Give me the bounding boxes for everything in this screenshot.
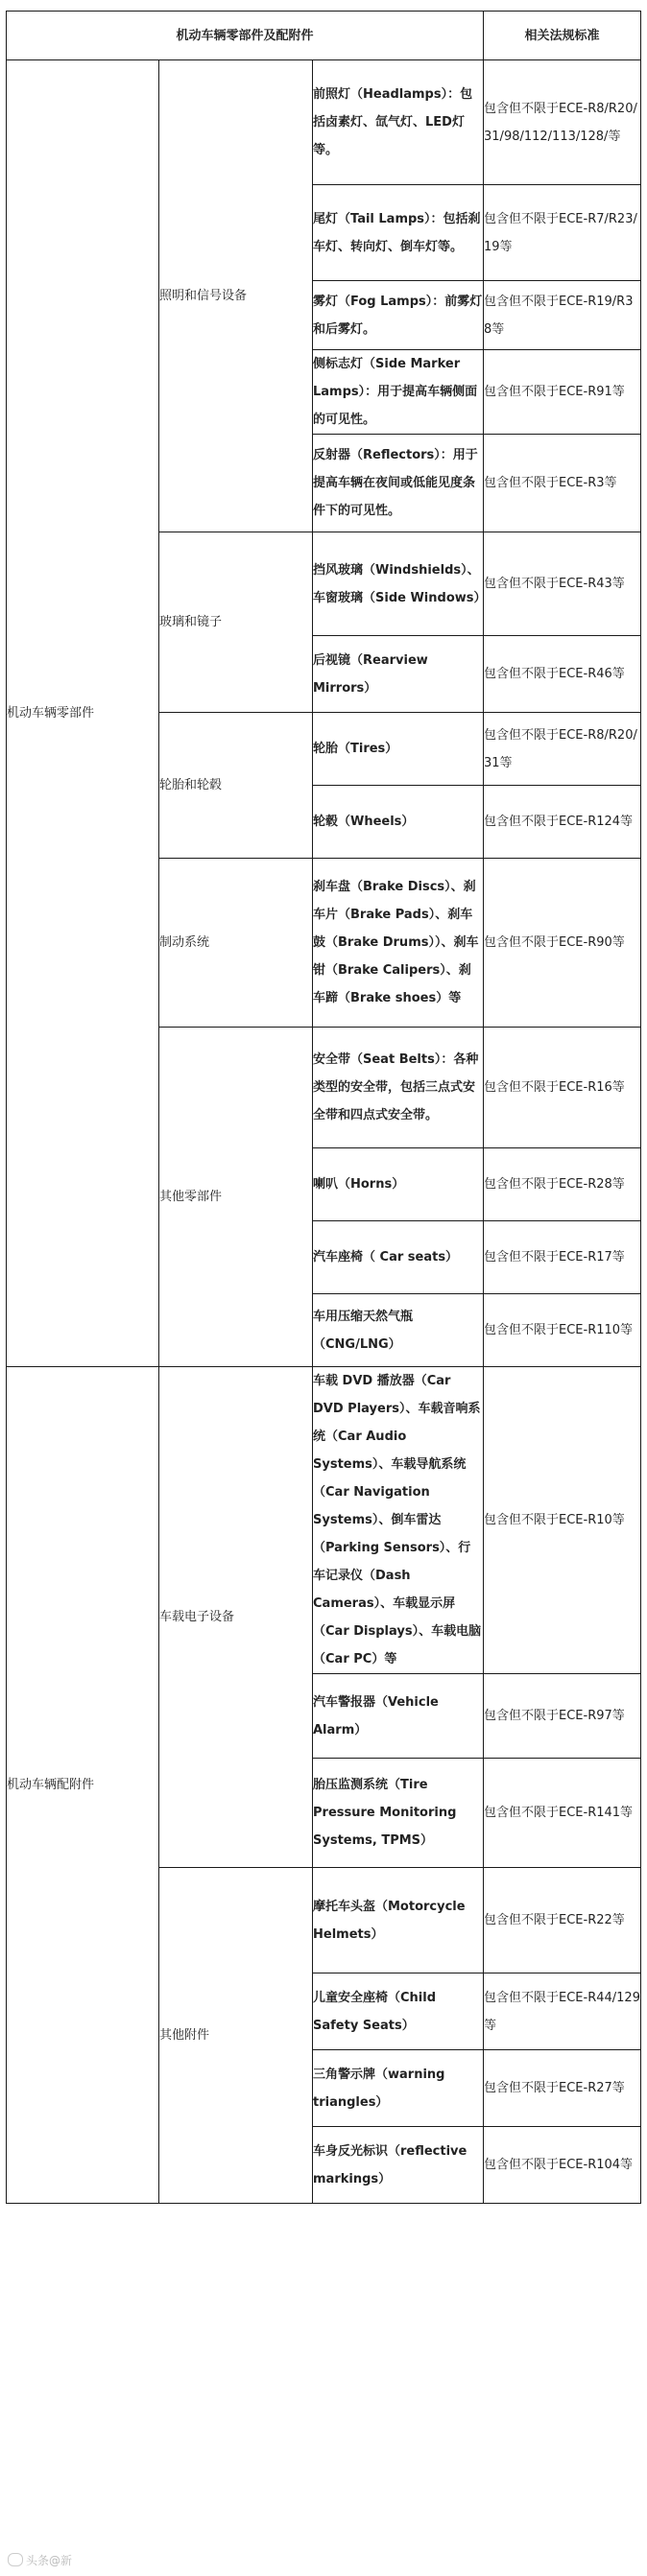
standard-cell: 包含但不限于ECE-R44/129等 [484,1973,641,2050]
subcategory-cell: 车载电子设备 [159,1367,313,1868]
subcategory-cell: 照明和信号设备 [159,60,313,532]
standard-cell: 包含但不限于ECE-R22等 [484,1868,641,1973]
standard-cell: 包含但不限于ECE-R46等 [484,636,641,713]
part-cell: 胎压监测系统（Tire Pressure Monitoring Systems, TPMS） [313,1759,484,1868]
part-cell: 尾灯（Tail Lamps）：包括刹车灯、转向灯、倒车灯等。 [313,185,484,281]
table-row [7,1367,641,1674]
subcategory-cell: 制动系统 [159,859,313,1028]
part-cell: 汽车座椅（ Car seats） [313,1221,484,1294]
standard-cell: 包含但不限于ECE-R7/R23/19等 [484,185,641,281]
watermark [8,2552,72,2568]
part-cell: 反射器（Reflectors）：用于提高车辆在夜间或低能见度条件下的可见性。 [313,435,484,532]
header-standards: 相关法规标准 [484,12,641,60]
part-cell: 摩托车头盔（Motorcycle Helmets） [313,1868,484,1973]
watermark-text: 头条@新 [26,2554,73,2567]
standard-cell: 包含但不限于ECE-R8/R20/31等 [484,713,641,786]
standard-cell: 包含但不限于ECE-R110等 [484,1294,641,1367]
regulation-table [6,11,641,2204]
standard-cell: 包含但不限于ECE-R17等 [484,1221,641,1294]
header-parts: 机动车辆零部件及配附件 [7,12,484,60]
standard-cell: 包含但不限于ECE-R43等 [484,532,641,636]
subcategory-cell: 其他附件 [159,1868,313,2204]
standard-cell: 包含但不限于ECE-R124等 [484,786,641,859]
part-cell: 安全带（Seat Belts）：各种类型的安全带，包括三点式安全带和四点式安全带。 [313,1028,484,1148]
watermark-logo-icon [8,2553,23,2566]
standard-cell: 包含但不限于ECE-R10等 [484,1367,641,1674]
subcategory-cell: 轮胎和轮毂 [159,713,313,859]
standard-cell: 包含但不限于ECE-R91等 [484,350,641,435]
standard-cell: 包含但不限于ECE-R141等 [484,1759,641,1868]
standard-cell: 包含但不限于ECE-R104等 [484,2127,641,2204]
category-cell: 机动车辆配附件 [7,1367,159,2204]
part-cell: 轮毂（Wheels） [313,786,484,859]
standard-cell: 包含但不限于ECE-R27等 [484,2050,641,2127]
standard-cell: 包含但不限于ECE-R8/R20/31/98/112/113/128/等 [484,60,641,185]
part-cell: 车身反光标识（reflective markings） [313,2127,484,2204]
part-cell: 侧标志灯（Side Marker Lamps）：用于提高车辆侧面的可见性。 [313,350,484,435]
part-cell: 儿童安全座椅（Child Safety Seats） [313,1973,484,2050]
part-cell: 前照灯（Headlamps）：包括卤素灯、氙气灯、LED灯等。 [313,60,484,185]
category-cell: 机动车辆零部件 [7,60,159,1367]
part-cell: 刹车盘（Brake Discs）、刹车片（Brake Pads）、刹车鼓（Brake Drums））、刹车钳（Brake Calipers）、刹车蹄（Brake shoes）等 [313,859,484,1028]
subcategory-cell: 玻璃和镜子 [159,532,313,713]
standard-cell: 包含但不限于ECE-R16等 [484,1028,641,1148]
table-row [7,60,641,185]
part-cell: 雾灯（Fog Lamps）：前雾灯和后雾灯。 [313,281,484,350]
part-cell: 轮胎（Tires） [313,713,484,786]
part-cell: 三角警示牌（warning triangles） [313,2050,484,2127]
part-cell: 喇叭（Horns） [313,1148,484,1221]
header-row [7,12,641,60]
standard-cell: 包含但不限于ECE-R97等 [484,1674,641,1759]
standard-cell: 包含但不限于ECE-R28等 [484,1148,641,1221]
part-cell: 汽车警报器（Vehicle Alarm） [313,1674,484,1759]
standard-cell: 包含但不限于ECE-R19/R38等 [484,281,641,350]
standard-cell: 包含但不限于ECE-R90等 [484,859,641,1028]
table-body [7,60,641,2204]
part-cell: 车载 DVD 播放器（Car DVD Players）、车载音响系统（Car Audio Systems）、车载导航系统（Car Navigation Systems）、倒车雷达（Parking Sensors）、行车记录仪（Dash Cameras）、车载显示屏（Car Displays）、车载电脑（Car PC）等 [313,1367,484,1674]
subcategory-cell: 其他零部件 [159,1028,313,1367]
standard-cell: 包含但不限于ECE-R3等 [484,435,641,532]
part-cell: 车用压缩天然气瓶（CNG/LNG） [313,1294,484,1367]
part-cell: 后视镜（Rearview Mirrors） [313,636,484,713]
part-cell: 挡风玻璃（Windshields）、车窗玻璃（Side Windows） [313,532,484,636]
